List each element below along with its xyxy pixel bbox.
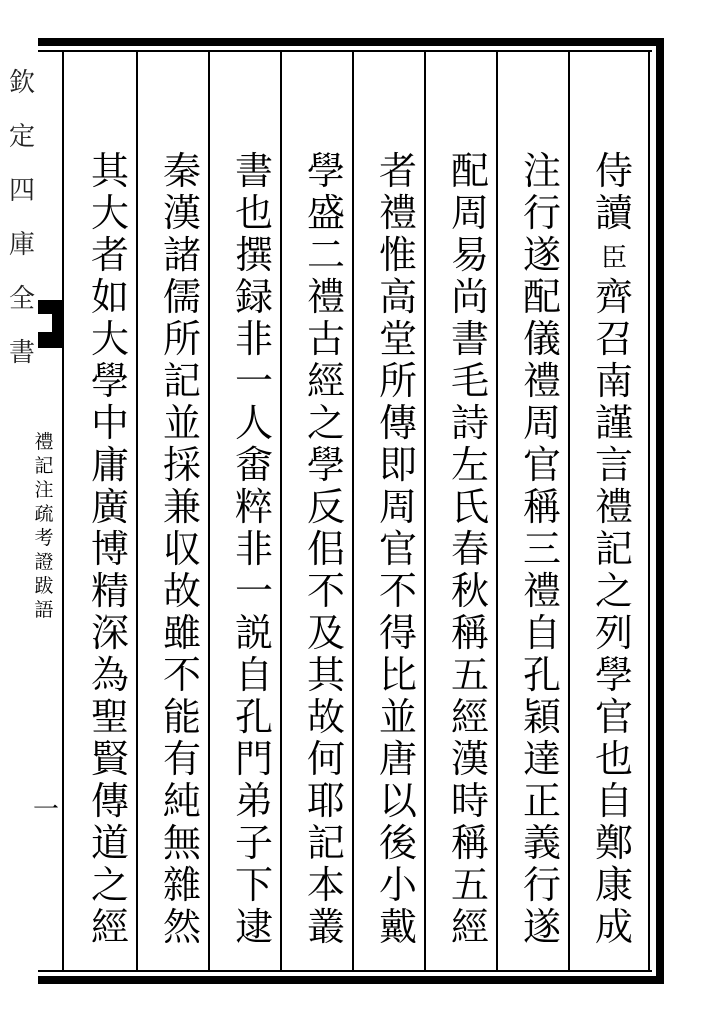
text-char: 高 [378, 275, 417, 319]
text-char: 五 [450, 863, 489, 907]
text-column [82, 150, 138, 970]
text-column [514, 150, 570, 970]
text-char: 禮 [522, 569, 561, 613]
book-title-char: 注 [34, 479, 54, 501]
text-char: 説 [234, 611, 273, 655]
collection-title-char: 全 [8, 284, 35, 314]
text-char: 禮 [378, 191, 417, 235]
text-char: 記 [306, 821, 345, 865]
text-char: 行 [522, 191, 561, 235]
text-char: 比 [378, 653, 417, 697]
page-number: 一 [32, 795, 59, 825]
text-char: 時 [450, 779, 489, 823]
text-char: 穎 [522, 695, 561, 739]
text-column [370, 150, 426, 970]
text-char: 所 [162, 317, 201, 361]
text-char: 義 [522, 821, 561, 865]
text-char: 大 [90, 317, 129, 361]
text-column [154, 150, 210, 970]
text-char: 五 [450, 653, 489, 697]
text-char: 不 [162, 653, 201, 697]
text-char: 得 [378, 611, 417, 655]
text-char: 非 [234, 317, 273, 361]
book-title-char: 跋 [34, 575, 54, 597]
text-char: 漢 [162, 191, 201, 235]
text-char: 儀 [522, 317, 561, 361]
text-char: 諸 [162, 233, 201, 277]
text-char: 叢 [306, 905, 345, 949]
frame-border-right [656, 38, 664, 984]
text-char: 正 [522, 779, 561, 823]
text-char: 不 [378, 569, 417, 613]
text-char: 周 [378, 485, 417, 529]
text-char: 賢 [90, 737, 129, 781]
text-char: 配 [450, 149, 489, 193]
text-char: 秦 [162, 149, 201, 193]
text-char: 二 [306, 233, 345, 277]
text-char: 並 [378, 695, 417, 739]
text-char: 無 [162, 821, 201, 865]
text-char: 謹 [594, 401, 633, 445]
text-char: 即 [378, 443, 417, 487]
text-char: 左 [450, 443, 489, 487]
text-char: 自 [522, 611, 561, 655]
text-char: 孔 [522, 653, 561, 697]
text-char: 毛 [450, 359, 489, 403]
text-char: 戴 [378, 905, 417, 949]
text-column [586, 150, 642, 970]
text-char: 康 [594, 863, 633, 907]
text-char: 官 [378, 527, 417, 571]
text-char [586, 234, 642, 276]
text-char: 雖 [162, 611, 201, 655]
text-char: 之 [90, 863, 129, 907]
text-char: 録 [234, 275, 273, 319]
text-char: 道 [90, 821, 129, 865]
collection-title [8, 56, 36, 380]
margin-divider [62, 50, 64, 972]
text-char: 兼 [162, 485, 201, 529]
book-title [32, 430, 56, 622]
text-char: 官 [594, 695, 633, 739]
frame-inner-right [648, 50, 650, 972]
text-char: 達 [522, 737, 561, 781]
text-char: 人 [234, 401, 273, 445]
text-char: 堂 [378, 317, 417, 361]
text-char: 春 [450, 527, 489, 571]
frame-border-top [38, 38, 664, 46]
text-char: 惟 [378, 233, 417, 277]
text-char: 不 [306, 569, 345, 613]
text-char: 稱 [450, 821, 489, 865]
book-title-char: 記 [34, 455, 54, 477]
frame-inner-bottom [38, 970, 652, 972]
text-char: 所 [378, 359, 417, 403]
text-char: 經 [90, 905, 129, 949]
text-char: 非 [234, 527, 273, 571]
text-char: 讀 [594, 191, 633, 235]
text-char: 孔 [234, 695, 273, 739]
text-char: 三 [522, 527, 561, 571]
text-char: 後 [378, 821, 417, 865]
text-char: 稱 [450, 611, 489, 655]
text-char: 召 [594, 317, 633, 361]
text-char: 畬 [234, 443, 273, 487]
text-char: 記 [594, 527, 633, 571]
text-char: 為 [90, 653, 129, 697]
text-char: 學 [306, 443, 345, 487]
text-char: 學 [90, 359, 129, 403]
frame-border-bottom [38, 976, 664, 984]
text-char: 弟 [234, 779, 273, 823]
text-char: 漢 [450, 737, 489, 781]
text-char: 如 [90, 275, 129, 319]
text-char: 門 [234, 737, 273, 781]
text-char: 周 [450, 191, 489, 235]
text-char: 故 [306, 695, 345, 739]
text-char: 遂 [522, 905, 561, 949]
text-char: 周 [522, 401, 561, 445]
text-char: 雜 [162, 863, 201, 907]
text-char: 注 [522, 149, 561, 193]
text-char: 之 [306, 401, 345, 445]
text-char: 秋 [450, 569, 489, 613]
text-char: 記 [162, 359, 201, 403]
text-char: 純 [162, 779, 201, 823]
text-char: 其 [306, 653, 345, 697]
collection-title-char: 欽 [8, 68, 35, 98]
text-char: 經 [450, 905, 489, 949]
text-char: 學 [306, 149, 345, 193]
text-char: 自 [234, 653, 273, 697]
text-char: 下 [234, 863, 273, 907]
text-char: 者 [378, 149, 417, 193]
text-char: 齊 [594, 275, 633, 319]
collection-title-char: 四 [8, 176, 35, 206]
collection-title-char: 書 [8, 338, 35, 368]
text-char: 自 [594, 779, 633, 823]
text-char: 易 [450, 233, 489, 277]
text-char: 經 [450, 695, 489, 739]
text-char: 一 [234, 569, 273, 613]
text-char: 採 [162, 443, 201, 487]
text-char: 反 [306, 485, 345, 529]
text-char: 學 [594, 653, 633, 697]
text-char: 古 [306, 317, 345, 361]
text-char: 也 [594, 737, 633, 781]
collection-title-char: 庫 [8, 230, 35, 260]
collection-title-char: 定 [8, 122, 35, 152]
text-char: 並 [162, 401, 201, 445]
text-char: 禮 [522, 359, 561, 403]
text-char: 精 [90, 569, 129, 613]
text-char: 及 [306, 611, 345, 655]
text-char: 其 [90, 149, 129, 193]
text-char: 鄭 [594, 821, 633, 865]
text-char: 詩 [450, 401, 489, 445]
text-char: 博 [90, 527, 129, 571]
fishtail-notch [38, 314, 52, 332]
text-char: 逮 [234, 905, 273, 949]
text-char: 禮 [306, 275, 345, 319]
text-column [442, 150, 498, 970]
text-char: 尚 [450, 275, 489, 319]
text-char: 傳 [90, 779, 129, 823]
text-char: 何 [306, 737, 345, 781]
book-title-char: 語 [34, 599, 54, 621]
text-column [298, 150, 354, 970]
text-char: 故 [162, 569, 201, 613]
text-char: 書 [234, 149, 273, 193]
text-char: 本 [306, 863, 345, 907]
text-char: 深 [90, 611, 129, 655]
text-char: 配 [522, 275, 561, 319]
frame-inner-top [38, 50, 652, 52]
text-char: 能 [162, 695, 201, 739]
text-char: 列 [594, 611, 633, 655]
text-char: 廣 [90, 485, 129, 529]
text-char: 以 [378, 779, 417, 823]
text-char: 書 [450, 317, 489, 361]
text-char: 成 [594, 905, 633, 949]
text-char: 也 [234, 191, 273, 235]
text-char: 然 [162, 905, 201, 949]
text-char: 大 [90, 191, 129, 235]
text-char: 儒 [162, 275, 201, 319]
text-char: 子 [234, 821, 273, 865]
text-char: 有 [162, 737, 201, 781]
text-char: 聖 [90, 695, 129, 739]
text-char: 盛 [306, 191, 345, 235]
text-char: 唐 [378, 737, 417, 781]
book-title-char: 考 [34, 527, 54, 549]
text-char: 者 [90, 233, 129, 277]
text-char: 禮 [594, 485, 633, 529]
book-title-char: 禮 [34, 431, 54, 453]
text-column [226, 150, 282, 970]
text-char: 撰 [234, 233, 273, 277]
text-char: 之 [594, 569, 633, 613]
text-char: 經 [306, 359, 345, 403]
text-char: 行 [522, 863, 561, 907]
text-char: 粹 [234, 485, 273, 529]
text-char: 庸 [90, 443, 129, 487]
text-char: 中 [90, 401, 129, 445]
text-char: 小 [378, 863, 417, 907]
text-char: 侍 [594, 149, 633, 193]
text-char: 遂 [522, 233, 561, 277]
text-char: 耶 [306, 779, 345, 823]
text-char: 一 [234, 359, 273, 403]
book-title-char: 證 [34, 551, 54, 573]
text-char: 傳 [378, 401, 417, 445]
book-title-char: 疏 [34, 503, 54, 525]
text-char: 官 [522, 443, 561, 487]
small-char: 臣 [600, 243, 627, 274]
text-char: 稱 [522, 485, 561, 529]
text-char: 佀 [306, 527, 345, 571]
text-char: 収 [162, 527, 201, 571]
text-char: 南 [594, 359, 633, 403]
text-char: 言 [594, 443, 633, 487]
text-char: 氏 [450, 485, 489, 529]
